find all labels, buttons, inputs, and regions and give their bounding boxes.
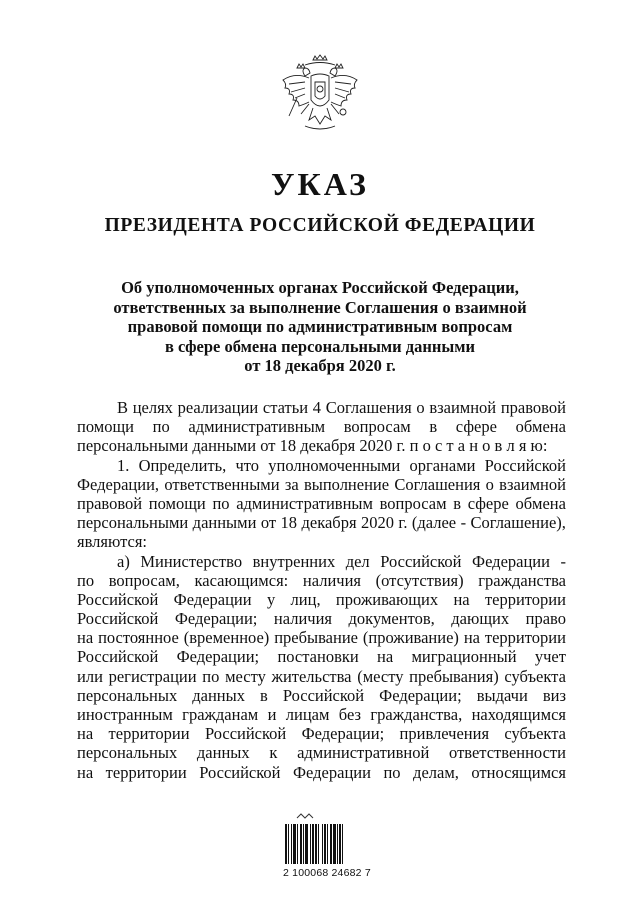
heading-line: ответственных за выполнение Соглашения о взаимной xyxy=(113,297,527,317)
heading-line: от 18 декабря 2020 г. xyxy=(244,356,396,375)
body-line: персональных данных в Российской Федерации; выдачи виз xyxy=(77,685,566,705)
body-line: персональных данных к административной ответственности xyxy=(77,743,566,763)
body-line: Российской Федерации; постановки на миграционный учет xyxy=(77,647,566,667)
body-line: помощи по административным вопросам в сфере обмена xyxy=(77,417,566,437)
document-title: УКАЗ xyxy=(271,166,369,202)
body-line: Федерации, ответственными за выполнение Соглашения о взаимной xyxy=(77,474,566,494)
coat-of-arms-icon xyxy=(275,54,365,138)
body-line: иностранным гражданам и лицам без гражданства, находящимся xyxy=(77,705,566,724)
document-subtitle: ПРЕЗИДЕНТА РОССИЙСКОЙ ФЕДЕРАЦИИ xyxy=(104,215,536,236)
heading-line: Об уполномоченных органах Российской Федерации, xyxy=(121,278,519,297)
body-line: правовой помощи по административным вопросам в сфере обмена xyxy=(77,493,566,513)
body-line: на постоянное (временное) пребывание (проживание) на территории xyxy=(77,628,566,648)
body-line: В целях реализации статьи 4 Соглашения о взаимной правовой xyxy=(117,398,566,417)
heading-line: в сфере обмена персональными данными xyxy=(164,336,476,356)
body-line: на территории Российской Федерации; привлечения субъекта xyxy=(77,724,566,744)
barcode-number: 2 100068 24682 7 xyxy=(283,867,371,879)
body-line: Российской Федерации; наличия документов, дающих право xyxy=(77,609,566,629)
body-line: Российской Федерации у лиц, проживающих на территории xyxy=(77,589,566,609)
body-line: персональными данными от 18 декабря 2020 г. (далее - Соглашение), xyxy=(77,513,566,533)
document-heading xyxy=(60,278,580,376)
body-line: персональными данными от 18 декабря 2020 г. п о с т а н о в л я ю: xyxy=(77,436,548,456)
body-line: а) Министерство внутренних дел Российской Федерации - xyxy=(117,551,566,571)
body-line: по вопросам, касающимся: наличия (отсутствия) гражданства xyxy=(77,570,566,590)
document-body xyxy=(77,398,566,782)
body-line: являются: xyxy=(77,532,148,552)
heading-line: правовой помощи по административным вопросам xyxy=(127,317,513,336)
body-line: или регистрации по месту жительства (месту пребывания) субъекта xyxy=(77,666,566,686)
body-line: 1. Определить, что уполномоченными органами Российской xyxy=(117,455,566,475)
body-line: на территории Российской Федерации по делам, относящимся xyxy=(77,762,566,782)
